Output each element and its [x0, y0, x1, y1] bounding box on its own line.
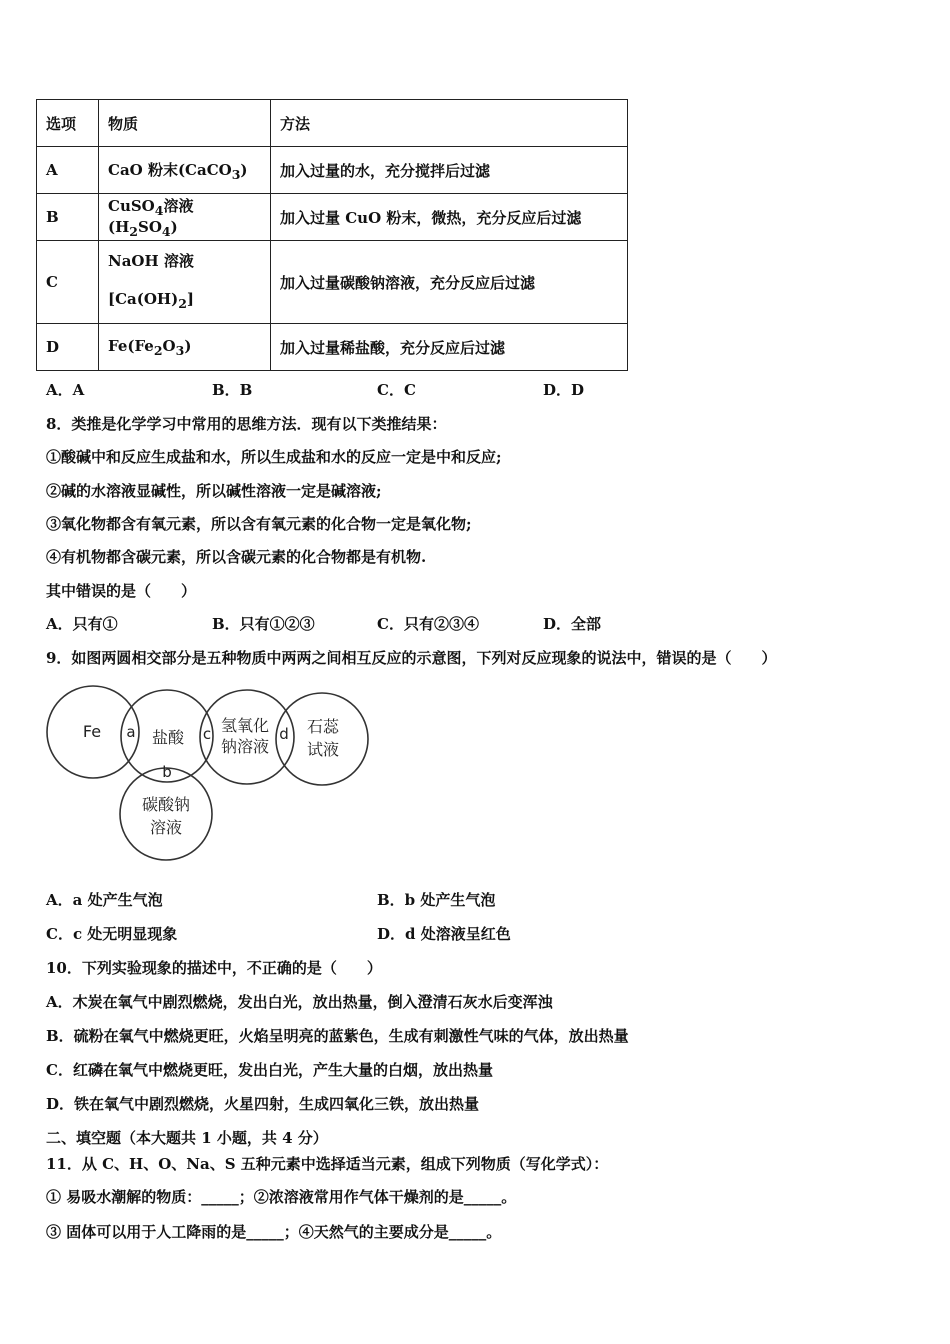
label-c: c: [202, 725, 212, 743]
q8-ask: 其中错误的是（ ）: [46, 582, 197, 600]
table-row: [37, 241, 628, 324]
row-substance: [99, 241, 271, 324]
row-option: D: [37, 324, 99, 371]
row-substance: CaO 粉末(CaCO$_3$): [99, 147, 271, 194]
q8-item: ③氧化物都含有氧元素，所以含有氧元素的化合物一定是氧化物;: [46, 515, 472, 533]
row-substance: $Fe(Fe_2O_3)$: [99, 324, 271, 371]
q8-answer-b[interactable]: B．只有①②③: [212, 615, 315, 633]
q10-option-d[interactable]: D．铁在氧气中剧烈燃烧，火星四射，生成四氧化三铁，放出热量: [46, 1095, 480, 1113]
q9-stem: 9．如图两圆相交部分是五种物质中两两之间相互反应的示意图，下列对反应现象的说法中，错误的是（ ）: [46, 649, 777, 667]
q10-stem: 10．下列实验现象的描述中，不正确的是（ ）: [46, 959, 382, 977]
q7-answer-c[interactable]: C．C: [377, 381, 416, 399]
q9-answer-c[interactable]: C．c 处无明显现象: [46, 925, 178, 943]
row-method: 加入过量稀盐酸，充分反应后过滤: [271, 324, 628, 371]
label-hcl: 盐酸: [151, 728, 185, 747]
options-table: [36, 99, 628, 371]
label-litmus-1: 石蕊: [306, 717, 340, 736]
q9-answer-d[interactable]: D．d 处溶液呈红色: [377, 925, 511, 943]
label-na2co3-1: 碳酸钠: [141, 795, 191, 814]
label-naoh-2: 钠溶液: [220, 737, 270, 756]
row-substance-line2: $[Ca(OH)_2]$: [108, 289, 195, 311]
table-row: [37, 147, 628, 194]
table-row: [37, 194, 628, 241]
reaction-venn-diagram: [40, 680, 380, 865]
table-row: [37, 324, 628, 371]
header-method: 方法: [271, 100, 628, 147]
q8-item: ①酸碱中和反应生成盐和水，所以生成盐和水的反应一定是中和反应;: [46, 448, 502, 466]
q8-item: ②碱的水溶液显碱性，所以碱性溶液一定是碱溶液;: [46, 482, 382, 500]
table-header-row: [37, 100, 628, 147]
q8-answer-d[interactable]: D．全部: [543, 615, 602, 633]
row-option: C: [37, 241, 99, 324]
q8-item: ④有机物都含碳元素，所以含碳元素的化合物都是有机物.: [46, 548, 427, 566]
q11-line1: ① 易吸水潮解的物质：_____；②浓溶液常用作气体干燥剂的是_____。: [46, 1188, 517, 1206]
row-method: 加入过量 CuO 粉末，微热，充分反应后过滤: [271, 194, 628, 241]
q8-answer-c[interactable]: C．只有②③④: [377, 615, 479, 633]
q7-answer-b[interactable]: B．B: [212, 381, 253, 399]
q10-option-a[interactable]: A．木炭在氧气中剧烈燃烧，发出白光，放出热量，倒入澄清石灰水后变浑浊: [46, 993, 553, 1011]
q10-option-c[interactable]: C．红磷在氧气中燃烧更旺，发出白光，产生大量的白烟，放出热量: [46, 1061, 493, 1079]
q7-answer-d[interactable]: D．D: [543, 381, 585, 399]
row-substance: CuSO$_4$溶液$(H_2SO_4)$: [99, 194, 271, 241]
row-option: B: [37, 194, 99, 241]
q7-answer-a[interactable]: A．A: [46, 381, 85, 399]
label-na2co3-2: 溶液: [149, 818, 183, 837]
q9-answer-a[interactable]: A．a 处产生气泡: [46, 891, 163, 909]
label-fe: Fe: [82, 722, 102, 741]
section-heading: 二、填空题（本大题共 1 小题，共 4 分）: [46, 1129, 328, 1147]
row-method: 加入过量碳酸钠溶液，充分反应后过滤: [271, 241, 628, 324]
label-b: b: [162, 763, 172, 781]
q8-stem: 8．类推是化学学习中常用的思维方法．现有以下类推结果：: [46, 415, 447, 433]
q8-answer-a[interactable]: A．只有①: [46, 615, 118, 633]
circle-litmus: [276, 693, 368, 785]
q10-option-b[interactable]: B．硫粉在氧气中燃烧更旺，火焰呈明亮的蓝紫色，生成有刺激性气味的气体，放出热量: [46, 1027, 629, 1045]
row-option: A: [37, 147, 99, 194]
label-a: a: [126, 723, 136, 741]
row-method: 加入过量的水，充分搅拌后过滤: [271, 147, 628, 194]
header-substance: 物质: [99, 100, 271, 147]
q11-line2: ③ 固体可以用于人工降雨的是_____；④天然气的主要成分是_____。: [46, 1223, 502, 1241]
q11-stem: 11．从 C、H、O、Na、S 五种元素中选择适当元素，组成下列物质（写化学式）：: [46, 1155, 609, 1173]
label-naoh-1: 氢氧化: [220, 716, 270, 735]
q9-answer-b[interactable]: B．b 处产生气泡: [377, 891, 496, 909]
row-substance-line1: NaOH 溶液: [108, 251, 194, 270]
header-option: 选项: [37, 100, 99, 147]
label-d: d: [279, 725, 289, 743]
label-litmus-2: 试液: [306, 740, 340, 759]
